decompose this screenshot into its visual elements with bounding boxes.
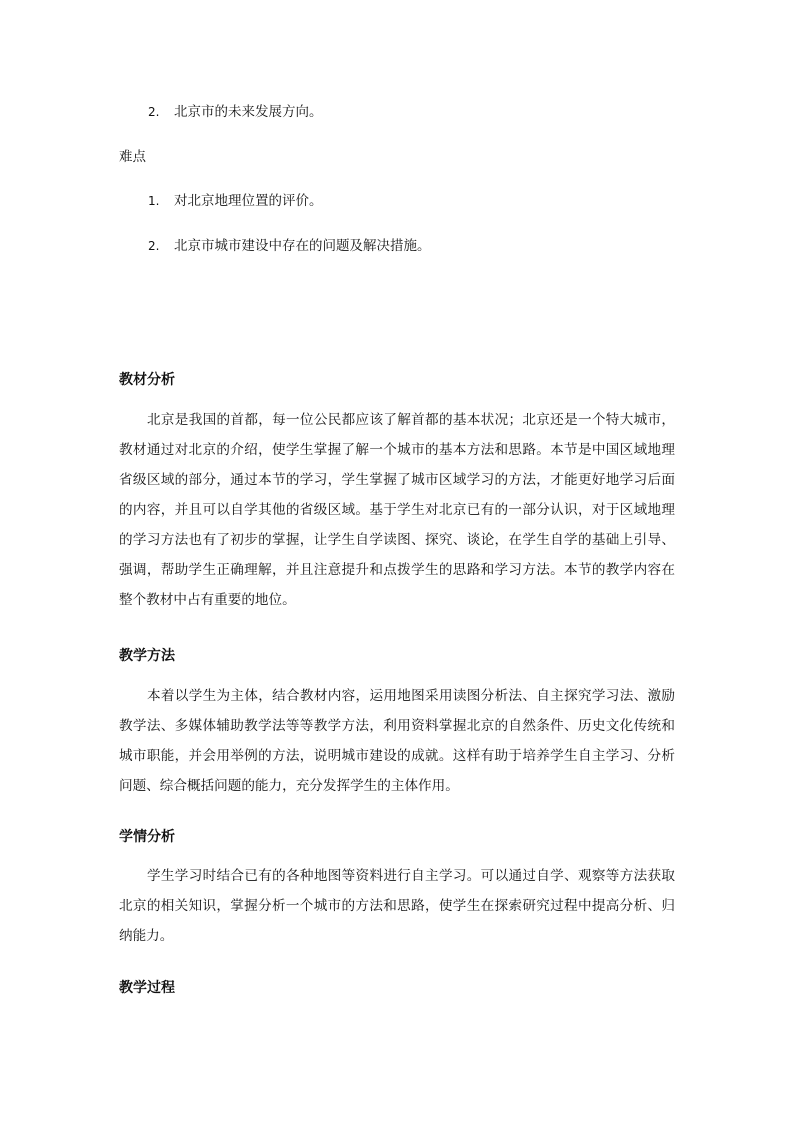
section-heading-teaching-process: 教学过程 [119, 980, 175, 996]
list-number: 2. [148, 105, 160, 119]
list-number: 1. [148, 194, 160, 208]
difficulty-item-2 [148, 236, 431, 256]
list-text: 北京市城市建设中存在的问题及解决措施。 [174, 238, 431, 254]
section-heading-student-analysis: 学情分析 [119, 829, 175, 845]
section-heading-teaching-methods: 教学方法 [119, 648, 175, 664]
section-paragraph-textbook-analysis: 北京是我国的首都，每一位公民都应该了解首都的基本状况；北京还是一个特大城市，教材通过对北京的介绍，使学生掌握了解一个城市的基本方法和思路。本节是中国区域地理省级区域的部分，通过本节的学习，学生掌握了城市区域学习的方法，才能更好地学习后面的内容，并且可以自学其他的省级区域。基于学生对北京已有的一部分认识，对于区域地理的学习方法也有了初步的掌握，让学生自学读图、探究、谈论，在学生自学的基础上引导、强调，帮助学生正确理解，并且注意提升和点拨学生的思路和学习方法。本节的教学内容在整个教材中占有重要的地位。 [119, 412, 675, 608]
section-heading-textbook-analysis: 教材分析 [119, 372, 175, 388]
list-text: 对北京地理位置的评价。 [174, 193, 323, 209]
section-paragraph-student-analysis: 学生学习时结合已有的各种地图等资料进行自主学习。可以通过自学、观察等方法获取北京的相关知识，掌握分析一个城市的方法和思路，使学生在探索研究过程中提高分析、归纳能力。 [119, 868, 675, 944]
list-text: 北京市的未来发展方向。 [174, 104, 323, 120]
section-paragraph-teaching-methods: 本着以学生为主体，结合教材内容，运用地图采用读图分析法、自主探究学习法、激励教学法、多媒体辅助教学法等等教学方法，利用资料掌握北京的自然条件、历史文化传统和城市职能，并会用举例的方法，说明城市建设的成就。这样有助于培养学生自主学习、分析问题、综合概括问题的能力，充分发挥学生的主体作用。 [119, 688, 675, 794]
key-point-item-2 [148, 102, 323, 122]
list-number: 2. [148, 239, 160, 253]
difficulties-label: 难点 [119, 149, 146, 165]
difficulty-item-1 [148, 191, 323, 211]
